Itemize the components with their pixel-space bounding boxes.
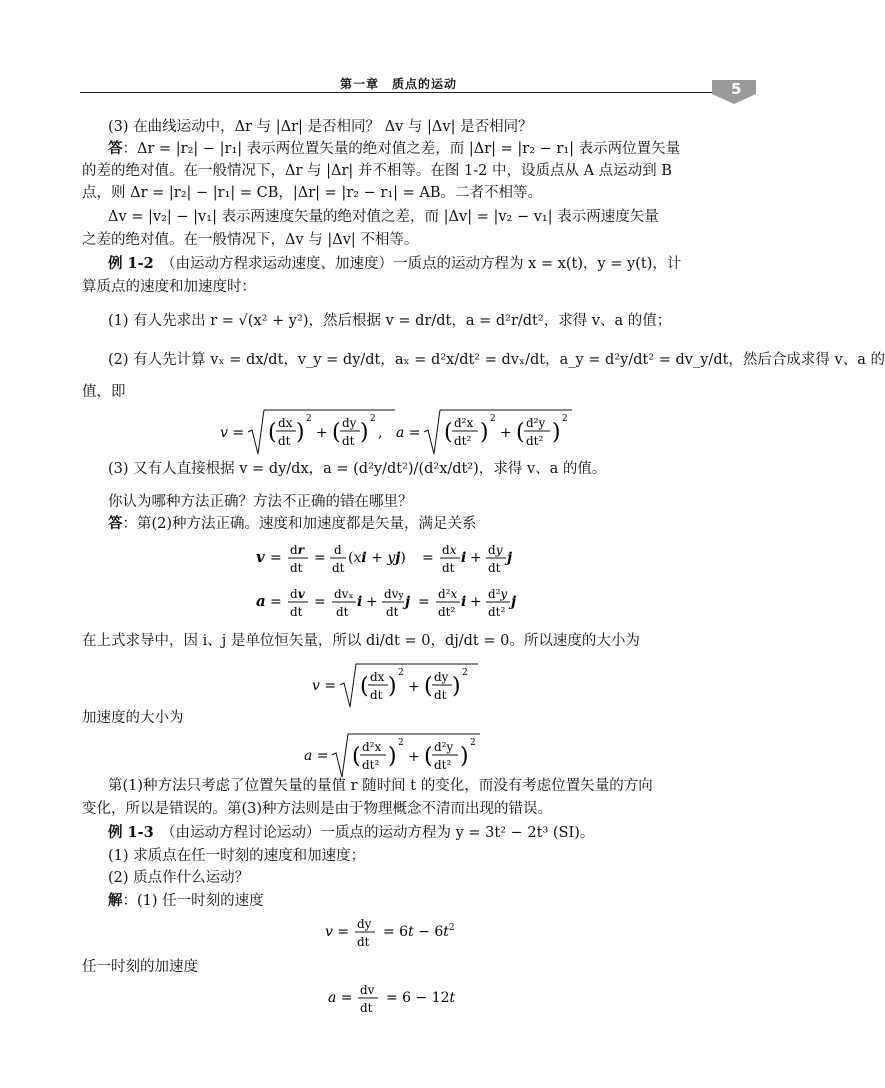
svg-text:d²x: d²x bbox=[454, 416, 474, 430]
svg-text:(: ( bbox=[516, 420, 525, 445]
svg-text:dt: dt bbox=[434, 688, 447, 702]
q3-question: (3) 在曲线运动中，Δr 与 |Δr| 是否相同？ Δv 与 |Δv| 是否相同？ bbox=[108, 119, 533, 135]
example-1-2-line-2: 算质点的速度和加速度时： bbox=[82, 279, 256, 295]
svg-text:(: ( bbox=[444, 420, 453, 445]
conclusion-line-2: 变化，所以是错误的。第(3)种方法则是由于物理概念不清而出现的错误。 bbox=[82, 801, 553, 817]
answer-text: ：Δr = |r₂| − |r₁| 表示两位置矢量的绝对值之差，而 |Δr| = |r₂ − r₁| 表示两位置矢量 bbox=[122, 141, 681, 157]
svg-text:(: ( bbox=[360, 674, 369, 699]
svg-text:dy: dy bbox=[357, 917, 372, 931]
svg-text:2: 2 bbox=[398, 738, 404, 748]
svg-text:dt: dt bbox=[290, 605, 303, 619]
svg-text:dt²: dt² bbox=[454, 434, 472, 448]
svg-text:dt²: dt² bbox=[362, 758, 380, 772]
svg-text:): ) bbox=[360, 420, 369, 445]
svg-text:2: 2 bbox=[370, 414, 376, 424]
svg-text:dt: dt bbox=[360, 1001, 373, 1015]
solution-text: ：(1) 任一时刻的速度 bbox=[122, 893, 264, 909]
svg-text:d²y: d²y bbox=[526, 416, 546, 430]
svg-text:+: + bbox=[470, 594, 482, 610]
q3-answer-line-5: 之差的绝对值。在一般情况下，Δv 与 |Δv| 不相等。 bbox=[82, 232, 419, 248]
svg-text:+: + bbox=[366, 594, 378, 610]
example-1-3-solution bbox=[108, 891, 264, 911]
header-rule bbox=[80, 92, 712, 93]
svg-text:dy: dy bbox=[488, 543, 503, 557]
q3-answer-line-3: 点，则 Δr = |r₂| − |r₁| = CB，|Δr| = |r₂ − r₁| = AB。二者不相等。 bbox=[82, 185, 543, 201]
svg-text:+: + bbox=[500, 425, 512, 441]
conclusion-line-1: 第(1)种方法只考虑了位置矢量的量值 r 随时间 t 的变化，而没有考虑位置矢量的方向 bbox=[108, 778, 653, 794]
svg-text:dt²: dt² bbox=[434, 758, 452, 772]
example-label: 例 1-2 bbox=[108, 255, 154, 272]
q3-answer-line-2: 的差的绝对值。在一般情况下，Δr 与 |Δr| 并不相等。在图 1-2 中，设质点从 A 点运动到 B bbox=[82, 163, 672, 179]
svg-text:dvₓ: dvₓ bbox=[334, 587, 354, 601]
answer-text: ：第(2)种方法正确。速度和加速度都是矢量，满足关系 bbox=[122, 516, 477, 532]
svg-text:= 6 − 12t: = 6 − 12t bbox=[386, 990, 456, 1006]
formula-speed-magnitude bbox=[312, 660, 482, 712]
svg-text:+: + bbox=[470, 550, 482, 566]
svg-text:d²y: d²y bbox=[488, 587, 508, 601]
svg-text:dx: dx bbox=[442, 543, 457, 557]
svg-text:v =: v = bbox=[312, 678, 337, 694]
svg-text:): ) bbox=[388, 744, 397, 769]
example-1-2-question: 你认为哪种方法正确？方法不正确的错在哪里？ bbox=[108, 494, 413, 510]
svg-text:=: = bbox=[314, 550, 326, 566]
svg-text:(: ( bbox=[424, 674, 433, 699]
svg-text:i: i bbox=[461, 594, 467, 610]
example-1-2-answer bbox=[108, 514, 477, 534]
svg-text:dy: dy bbox=[342, 416, 357, 430]
svg-text:2: 2 bbox=[562, 414, 568, 424]
svg-text:2: 2 bbox=[490, 414, 496, 424]
svg-text:d²x: d²x bbox=[438, 587, 458, 601]
svg-text:dt: dt bbox=[278, 434, 291, 448]
formula-velocity-vector bbox=[256, 538, 546, 582]
example-1-3-q1: (1) 求质点在任一时刻的速度和加速度； bbox=[108, 848, 366, 864]
svg-text:=: = bbox=[314, 594, 326, 610]
svg-text:d²y: d²y bbox=[434, 740, 454, 754]
svg-text:v =: v = bbox=[220, 425, 245, 441]
svg-text:i: i bbox=[357, 594, 363, 610]
svg-text:a =: a = bbox=[328, 990, 353, 1006]
svg-text:dt: dt bbox=[336, 605, 349, 619]
svg-text:): ) bbox=[480, 420, 489, 445]
method-2-cont: 值，即 bbox=[82, 384, 126, 400]
q3-answer-line-1 bbox=[108, 139, 680, 159]
svg-text:dt: dt bbox=[290, 561, 303, 575]
svg-text:=: = bbox=[270, 550, 282, 566]
example-1-2-line-1 bbox=[108, 254, 681, 274]
svg-text:dt: dt bbox=[370, 688, 383, 702]
svg-text:): ) bbox=[552, 420, 561, 445]
formula-velocity-result bbox=[325, 912, 475, 956]
svg-text:v: v bbox=[256, 548, 265, 566]
example-1-3-q2: (2) 质点作什么运动？ bbox=[108, 870, 250, 886]
svg-text:+: + bbox=[316, 425, 328, 441]
svg-text:): ) bbox=[452, 674, 461, 699]
svg-text:2: 2 bbox=[398, 668, 404, 678]
svg-text:a =: a = bbox=[304, 748, 329, 764]
svg-text:d²x: d²x bbox=[362, 740, 382, 754]
answer-label: 答 bbox=[108, 140, 123, 157]
acceleration-any-time-label: 任一时刻的加速度 bbox=[82, 959, 198, 975]
svg-text:dt: dt bbox=[442, 561, 455, 575]
svg-text:2: 2 bbox=[470, 738, 476, 748]
formula-acceleration-magnitude bbox=[304, 730, 484, 782]
svg-text:dt: dt bbox=[332, 561, 345, 575]
svg-text:j: j bbox=[405, 594, 411, 610]
svg-text:d: d bbox=[334, 543, 342, 557]
method-2: (2) 有人先计算 vₓ = dx/dt，v_y = dy/dt，aₓ = d²x/dt² = dvₓ/dt，a_y = d²y/dt² = dv_y/dt，然后合成求得 v、a 的 bbox=[108, 352, 885, 368]
svg-text:dt: dt bbox=[342, 434, 355, 448]
svg-text:dt: dt bbox=[488, 561, 501, 575]
svg-text:dt²: dt² bbox=[488, 605, 506, 619]
svg-text:dv: dv bbox=[290, 587, 305, 601]
svg-text:=: = bbox=[422, 550, 434, 566]
svg-text:(: ( bbox=[332, 420, 341, 445]
svg-text:2: 2 bbox=[306, 414, 312, 424]
method-3: (3) 又有人直接根据 v = dy/dx，a = (d²y/dt²)/(d²x/dt²)，求得 v、a 的值。 bbox=[108, 461, 607, 477]
answer-label: 答 bbox=[108, 515, 123, 532]
method-1: (1) 有人先求出 r = √(x² + y²)，然后根据 v = dr/dt，a = d²r/dt²，求得 v、a 的值； bbox=[108, 313, 672, 329]
svg-text:+: + bbox=[408, 749, 420, 765]
solution-label: 解 bbox=[108, 892, 123, 909]
formula-acceleration-vector bbox=[256, 582, 546, 626]
svg-text:dt²: dt² bbox=[438, 605, 456, 619]
example-label: 例 1-3 bbox=[108, 824, 154, 841]
formula-acceleration-result bbox=[328, 978, 478, 1022]
svg-text:= 6t − 6t2: = $6t - 6t^2$ bbox=[383, 923, 455, 940]
svg-text:j: j bbox=[511, 594, 517, 610]
svg-text:dy: dy bbox=[434, 670, 449, 684]
svg-text:a: a bbox=[256, 592, 266, 610]
svg-text:2: 2 bbox=[462, 668, 468, 678]
svg-text:a =: a = bbox=[396, 425, 421, 441]
svg-text:dt: dt bbox=[386, 605, 399, 619]
example-1-3-line-1 bbox=[108, 823, 594, 843]
svg-text:dvy: dvy bbox=[384, 587, 404, 601]
svg-text:j: j bbox=[507, 550, 513, 566]
svg-text:dr: dr bbox=[290, 543, 305, 557]
svg-text:(: ( bbox=[352, 744, 361, 769]
svg-text:dt: dt bbox=[357, 935, 370, 949]
example-text: （由运动方程讨论运动）一质点的运动方程为 y = 3t² − 2t³ (SI)。 bbox=[168, 825, 595, 841]
acceleration-magnitude-label: 加速度的大小为 bbox=[82, 710, 184, 726]
svg-text:): ) bbox=[460, 744, 469, 769]
svg-text:=: = bbox=[270, 594, 282, 610]
svg-text:v =: v = bbox=[325, 924, 350, 940]
svg-text:dv: dv bbox=[360, 983, 375, 997]
unit-vector-note: 在上式求导中，因 i、j 是单位恒矢量，所以 di/dt = 0，dj/dt = 0。所以速度的大小为 bbox=[82, 633, 640, 649]
svg-text:): ) bbox=[296, 420, 305, 445]
q3-answer-line-4: Δv = |v₂| − |v₁| 表示两速度矢量的绝对值之差，而 |Δv| = |v₂ − v₁| 表示两速度矢量 bbox=[108, 209, 659, 225]
svg-text:i: i bbox=[461, 550, 467, 566]
svg-text:dx: dx bbox=[278, 416, 293, 430]
svg-text:+: + bbox=[408, 679, 420, 695]
svg-text:dx: dx bbox=[370, 670, 385, 684]
svg-text:(: ( bbox=[424, 744, 433, 769]
svg-text:(xi + yj): (xi + yj) bbox=[348, 550, 406, 566]
svg-text:=: = bbox=[418, 594, 430, 610]
svg-text:): ) bbox=[388, 674, 397, 699]
page-number: 5 bbox=[731, 80, 742, 98]
svg-text:(: ( bbox=[268, 420, 277, 445]
svg-text:dt²: dt² bbox=[526, 434, 544, 448]
svg-text:,: , bbox=[378, 425, 383, 441]
example-text: （由运动方程求运动速度、加速度）一质点的运动方程为 x = x(t)，y = y(t)，计 bbox=[168, 256, 682, 272]
chapter-header: 第一章 质点的运动 bbox=[340, 77, 458, 91]
formula-method-2-magnitudes bbox=[220, 406, 580, 460]
